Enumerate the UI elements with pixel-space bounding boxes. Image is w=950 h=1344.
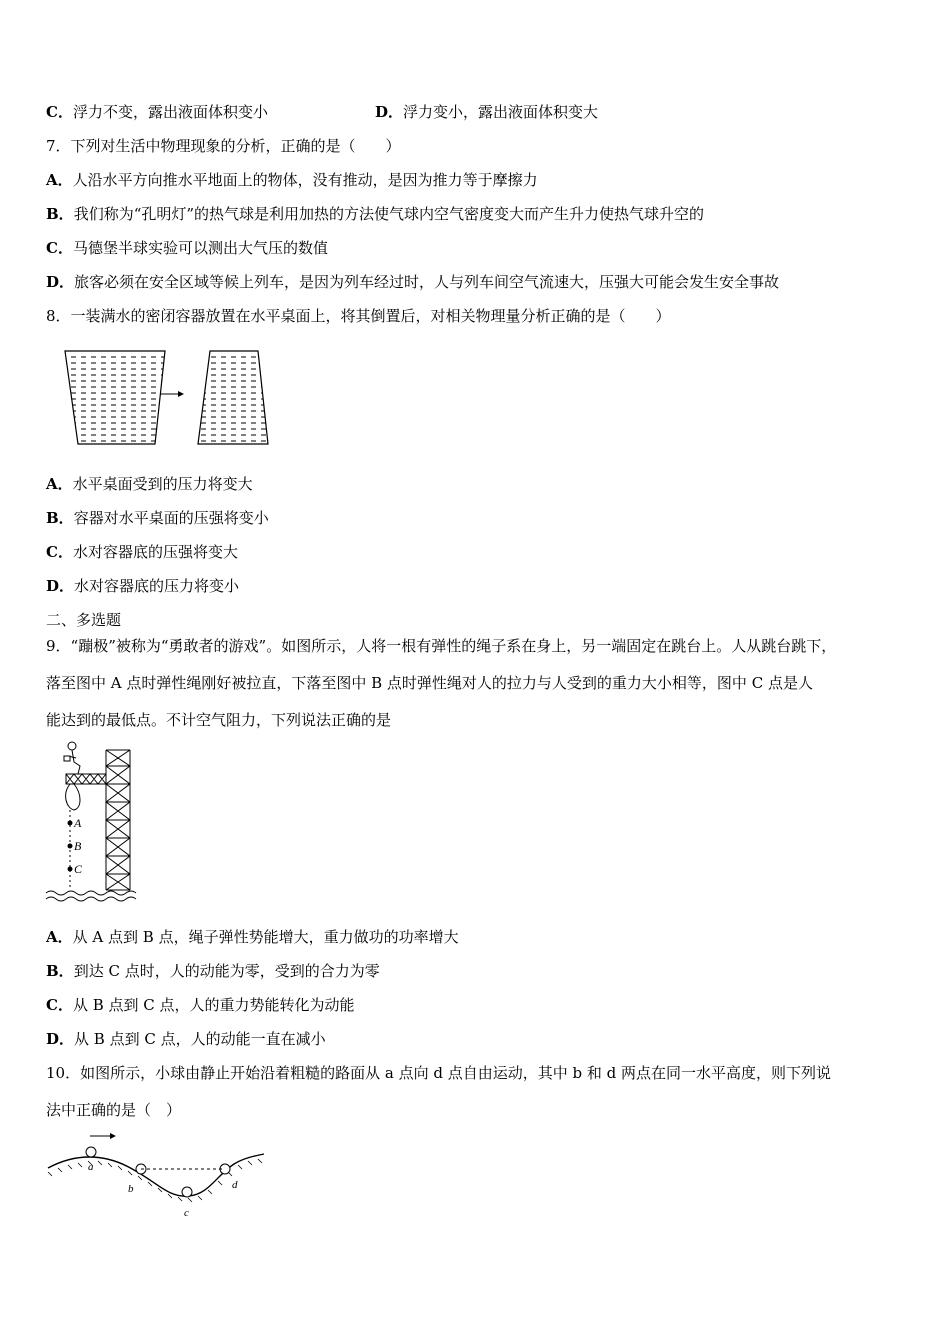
option-label: A． [46,475,73,493]
q7-option-c [46,238,328,258]
q9-bungee-figure [44,738,144,908]
option-text: 马德堡半球实验可以测出大气压的数值 [72,239,328,257]
q6-option-c [46,102,268,122]
arrow-right-icon [90,1133,116,1139]
option-text: 从 B 点到 C 点，人的重力势能转化为动能 [72,996,355,1014]
q9-option-c [46,995,355,1015]
option-text: 人沿水平方向推水平地面上的物体，没有推动，是因为推力等于摩擦力 [72,171,538,189]
option-label: B． [46,962,74,980]
option-text: 容器对水平桌面的压强将变小 [73,509,269,527]
option-label: A． [46,171,73,189]
rope [66,784,80,810]
option-label: B． [46,509,74,527]
q7-stem: 7．下列对生活中物理现象的分析，正确的是（ ） [46,137,401,155]
tower [106,750,130,890]
water [46,891,136,901]
option-label: B． [46,205,74,223]
platform [66,774,106,784]
label-a: A [74,816,82,830]
option-label: D． [375,103,404,121]
q8-option-c [46,542,238,562]
q6-option-d [375,102,598,122]
option-text: 浮力不变，露出液面体积变小 [72,103,268,121]
option-text: 旅客必须在安全区域等候上列车，是因为列车经过时，人与列车间空气流速大，压强大可能会发生安全事故 [74,273,780,291]
option-text: 水对容器底的压强将变大 [72,543,238,561]
q7-option-d [46,272,779,292]
point-c [68,867,73,872]
q10-road-figure [44,1126,274,1221]
label-b: b [128,1183,134,1195]
q9-option-d [46,1029,326,1049]
q8-option-b [46,508,269,528]
q8-option-a [46,474,253,494]
option-label: C． [46,103,73,121]
q9-stem-line2: 落至图中 A 点时弹性绳刚好被拉直，下落至图中 B 点时弹性绳对人的拉力与人受到的重力大小相等，图中 C 点是人 [46,674,813,692]
q9-stem-line1: 9．“蹦极”被称为“勇敢者的游戏”。如图所示，人将一根有弹性的绳子系在身上，另一端固定在跳台上。人从跳台跳下， [46,637,837,655]
person-icon [64,742,80,774]
section-title: 二、多选题 [46,611,122,629]
q8-option-d [46,576,239,596]
arrow-right-icon [160,391,184,397]
option-text: 我们称为“孔明灯”的热气球是利用加热的方法使气球内空气密度变大而产生升力使热气球升空的 [73,205,705,223]
option-text: 浮力变小，露出液面体积变大 [403,103,599,121]
option-label: C． [46,543,73,561]
label-a: a [88,1161,94,1173]
q9-option-b [46,961,380,981]
ground-hatch [48,1159,262,1202]
q10-stem-line1: 10．如图所示，小球由静止开始沿着粗糙的路面从 a 点向 d 点自由运动，其中 b 和 d 两点在同一水平高度，则下列说 [46,1064,831,1082]
q9-option-a [46,927,459,947]
option-text: 水对容器底的压力将变小 [74,577,240,595]
option-label: D． [46,273,75,291]
point-a [68,821,73,826]
option-text: 从 A 点到 B 点，绳子弹性势能增大，重力做功的功率增大 [72,928,459,946]
label-d: d [232,1179,238,1191]
q7-option-b [46,204,704,224]
option-label: C． [46,239,73,257]
q10-stem-line2: 法中正确的是（ ） [46,1101,182,1119]
option-text: 水平桌面受到的压力将变大 [72,475,253,493]
label-c: C [74,862,83,876]
option-label: C． [46,996,73,1014]
ball-a [86,1147,96,1157]
container-upright [65,351,165,444]
q9-stem-line3: 能达到的最低点。不计空气阻力，下列说法正确的是 [46,711,392,729]
q7-option-a [46,170,538,190]
option-label: D． [46,577,75,595]
label-b: B [74,839,82,853]
point-b [68,844,73,849]
q8-container-figure [60,348,280,448]
option-text: 从 B 点到 C 点，人的动能一直在减小 [74,1030,326,1048]
option-label: D． [46,1030,75,1048]
q8-stem: 8．一装满水的密闭容器放置在水平桌面上，将其倒置后，对相关物理量分析正确的是（ ） [46,307,671,325]
ball-c [182,1187,192,1197]
option-text: 到达 C 点时，人的动能为零，受到的合力为零 [73,962,380,980]
container-inverted [198,351,268,444]
label-c: c [184,1207,189,1219]
option-label: A． [46,928,73,946]
